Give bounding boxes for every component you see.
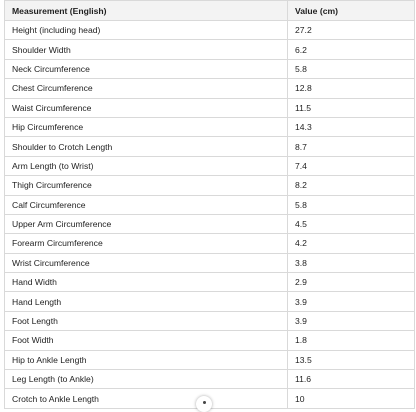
measurement-name-cell: Neck Circumference (5, 59, 288, 78)
table-row (5, 253, 415, 272)
table-row (5, 40, 415, 59)
table-row (5, 273, 415, 292)
column-header-value: Value (cm) (288, 1, 415, 21)
measurement-value-cell: 3.9 (288, 292, 415, 311)
measurement-name-cell: Waist Circumference (5, 98, 288, 117)
measurement-table (4, 0, 415, 409)
measurement-value-cell: 27.2 (288, 21, 415, 40)
table-body (5, 21, 415, 409)
table-row (5, 176, 415, 195)
measurement-name-cell: Leg Length (to Ankle) (5, 370, 288, 389)
table-row (5, 292, 415, 311)
measurement-name-cell: Crotch to Ankle Length (5, 389, 288, 408)
measurement-value-cell: 11.6 (288, 370, 415, 389)
table-row (5, 311, 415, 330)
table-row (5, 350, 415, 369)
measurement-name-cell: Thigh Circumference (5, 176, 288, 195)
table-row (5, 370, 415, 389)
table-row (5, 21, 415, 40)
table-row (5, 59, 415, 78)
measurement-value-cell: 4.2 (288, 234, 415, 253)
measurement-name-cell: Calf Circumference (5, 195, 288, 214)
measurement-name-cell: Foot Width (5, 331, 288, 350)
measurement-name-cell: Hip to Ankle Length (5, 350, 288, 369)
table-row (5, 234, 415, 253)
measurement-value-cell: 11.5 (288, 98, 415, 117)
measurement-name-cell: Upper Arm Circumference (5, 214, 288, 233)
measurement-value-cell: 7.4 (288, 156, 415, 175)
measurement-name-cell: Height (including head) (5, 21, 288, 40)
column-header-measurement: Measurement (English) (5, 1, 288, 21)
measurement-value-cell: 13.5 (288, 350, 415, 369)
measurement-value-cell: 14.3 (288, 117, 415, 136)
measurement-name-cell: Shoulder Width (5, 40, 288, 59)
measurement-value-cell: 10 (288, 389, 415, 408)
table-row (5, 79, 415, 98)
measurement-table-container (4, 0, 414, 409)
measurement-name-cell: Foot Length (5, 311, 288, 330)
measurement-name-cell: Hand Width (5, 273, 288, 292)
measurement-name-cell: Chest Circumference (5, 79, 288, 98)
measurement-value-cell: 3.8 (288, 253, 415, 272)
measurement-value-cell: 4.5 (288, 214, 415, 233)
measurement-value-cell: 12.8 (288, 79, 415, 98)
table-header-row (5, 1, 415, 21)
scroll-down-button[interactable] (196, 396, 212, 412)
measurement-name-cell: Wrist Circumference (5, 253, 288, 272)
measurement-value-cell: 8.7 (288, 137, 415, 156)
measurement-name-cell: Forearm Circumference (5, 234, 288, 253)
measurement-value-cell: 8.2 (288, 176, 415, 195)
scroll-indicator-icon (203, 401, 206, 404)
measurement-name-cell: Arm Length (to Wrist) (5, 156, 288, 175)
measurement-value-cell: 1.8 (288, 331, 415, 350)
measurement-value-cell: 5.8 (288, 195, 415, 214)
table-row (5, 331, 415, 350)
measurement-name-cell: Shoulder to Crotch Length (5, 137, 288, 156)
measurement-value-cell: 5.8 (288, 59, 415, 78)
table-row (5, 117, 415, 136)
measurement-value-cell: 3.9 (288, 311, 415, 330)
table-row (5, 214, 415, 233)
table-row (5, 98, 415, 117)
measurement-name-cell: Hand Length (5, 292, 288, 311)
measurement-value-cell: 2.9 (288, 273, 415, 292)
measurement-name-cell: Hip Circumference (5, 117, 288, 136)
table-row (5, 156, 415, 175)
table-row (5, 195, 415, 214)
table-row (5, 137, 415, 156)
measurement-value-cell: 6.2 (288, 40, 415, 59)
